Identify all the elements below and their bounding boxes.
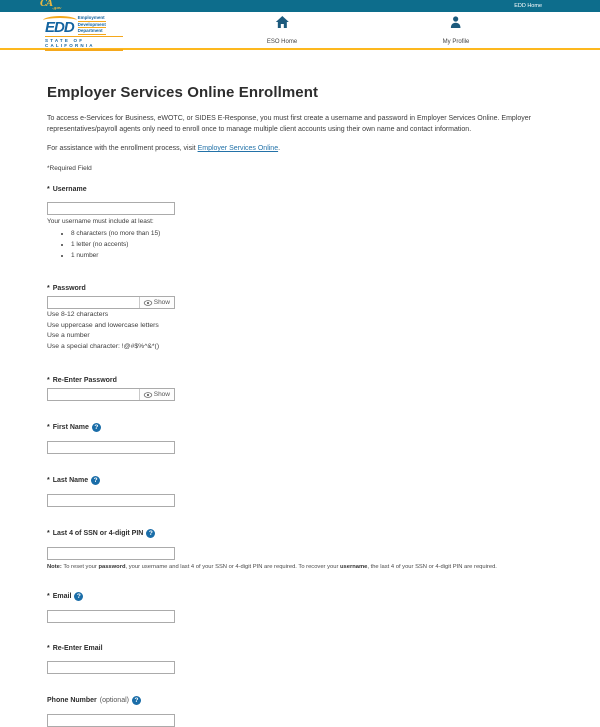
page-title: Employer Services Online Enrollment (47, 84, 319, 101)
password-show-label: Show (153, 299, 170, 306)
required-marker: * (47, 285, 50, 292)
password-rule: Use uppercase and lowercase letters (47, 321, 159, 329)
username-requirement: • 1 letter (no accents) (71, 241, 553, 248)
ssn-pin-group (47, 529, 553, 570)
edd-logo-line: Department (78, 28, 106, 35)
assistance-text-suffix: . (278, 145, 281, 152)
reenter-email-input[interactable] (47, 661, 175, 674)
email-input[interactable] (47, 610, 175, 623)
required-marker: * (47, 593, 50, 600)
reenter-password-show-label: Show (153, 391, 170, 398)
password-rule: Use a special character: !@#$%^&*() (47, 342, 160, 350)
last-name-input[interactable] (47, 494, 175, 507)
nav-eso-home-label: ESO Home (266, 39, 298, 45)
last-name-group (47, 476, 553, 507)
phone-help-icon[interactable]: ? (132, 696, 141, 705)
email-label-text: Email (52, 593, 72, 600)
password-rules (47, 310, 553, 351)
site-header (0, 12, 600, 50)
ssn-pin-label (47, 529, 553, 538)
edd-logo-line: Development (77, 21, 106, 27)
password-group (47, 285, 553, 351)
note-text: , your username and last 4 of your SSN or 4-digit PIN are required. To recover your (125, 564, 340, 570)
note-bold: Note: (47, 564, 62, 570)
password-label-text: Password (52, 285, 86, 292)
reenter-email-label-text: Re-Enter Email (52, 645, 103, 652)
first-name-label (47, 423, 553, 432)
person-icon (450, 16, 462, 28)
edd-home-link[interactable]: EDD Home (514, 3, 542, 9)
password-rule: Use a number (47, 332, 90, 339)
reenter-password-field (47, 388, 175, 401)
phone-group (47, 696, 553, 727)
password-label (47, 285, 553, 292)
last-name-help-icon[interactable]: ? (91, 476, 100, 485)
home-icon (276, 16, 289, 28)
note-text: , the last 4 of your SSN or 4-digit PIN are required. (367, 564, 497, 570)
email-group (47, 592, 553, 623)
required-field-note: *Required Field (47, 165, 92, 172)
assistance-paragraph (47, 145, 553, 152)
username-requirement: • 1 number (71, 252, 553, 259)
note-text: To reset your (61, 564, 99, 570)
reenter-password-group (47, 377, 553, 401)
ca-gov-logo-gov: .gov (52, 4, 62, 10)
required-marker: * (47, 645, 50, 652)
edd-logo-text: EDD (45, 18, 74, 36)
password-show-button[interactable] (139, 297, 174, 308)
ssn-pin-note (47, 564, 553, 570)
gov-topbar (0, 0, 600, 12)
edd-logo-department-lines (78, 15, 106, 35)
required-marker: * (47, 186, 50, 193)
note-bold: username (339, 564, 368, 570)
username-label (47, 186, 553, 193)
username-group (47, 186, 553, 259)
nav-my-profile-label: My Profile (442, 39, 470, 45)
phone-optional-text: (optional) (99, 697, 129, 704)
eye-icon (144, 392, 152, 398)
eye-icon (144, 300, 152, 306)
username-label-text: Username (52, 186, 87, 193)
ssn-pin-input[interactable] (47, 547, 175, 560)
phone-input[interactable] (47, 714, 175, 727)
password-field (47, 296, 175, 309)
nav-my-profile[interactable] (443, 16, 470, 48)
reenter-password-label (47, 377, 553, 384)
password-rule: Use 8-12 characters (47, 311, 109, 318)
main-content (0, 50, 600, 727)
first-name-input[interactable] (47, 441, 175, 454)
ssn-pin-label-text: Last 4 of SSN or 4-digit PIN (52, 530, 144, 537)
intro-paragraph: To access e-Services for Business, eWOTC, or SIDES E-Response, you must first create a username and password in Employer Services Online. Employer representatives/payroll agents only need to enroll once to manage multiple client accounts using their own name and contact information. (47, 115, 531, 133)
nav-eso-home[interactable] (267, 16, 297, 48)
last-name-label (47, 476, 553, 485)
ca-gov-logo-ca: CA (40, 0, 53, 10)
username-input[interactable] (47, 202, 175, 215)
phone-label-text: Phone Number (47, 697, 97, 704)
username-requirement: • 8 characters (no more than 15) (71, 230, 553, 237)
username-requirements (71, 230, 553, 259)
required-marker: * (47, 377, 50, 384)
first-name-group (47, 423, 553, 454)
email-label (47, 592, 553, 601)
first-name-help-icon[interactable]: ? (92, 423, 101, 432)
assistance-text: For assistance with the enrollment process, visit (47, 145, 198, 152)
last-name-label-text: Last Name (52, 477, 89, 484)
ca-gov-logo[interactable] (40, 0, 61, 12)
employer-services-online-link[interactable]: Employer Services Online (197, 145, 279, 152)
first-name-label-text: First Name (52, 424, 89, 431)
reenter-password-label-text: Re-Enter Password (52, 377, 117, 384)
note-bold: password (98, 564, 126, 570)
edd-logo-state: STATE OF CALIFORNIA (45, 36, 123, 51)
password-input[interactable] (48, 297, 139, 308)
required-marker: * (47, 530, 50, 537)
required-marker: * (47, 477, 50, 484)
reenter-password-input[interactable] (48, 389, 139, 400)
required-marker: * (47, 424, 50, 431)
ssn-pin-help-icon[interactable]: ? (146, 529, 155, 538)
reenter-password-show-button[interactable] (139, 389, 174, 400)
phone-label (47, 696, 553, 705)
email-help-icon[interactable]: ? (74, 592, 83, 601)
reenter-email-label (47, 645, 553, 652)
reenter-email-group (47, 645, 553, 674)
edd-logo[interactable] (45, 15, 123, 51)
edd-logo-line: Employment (77, 15, 105, 20)
username-hint: Your username must include at least: (47, 218, 154, 225)
